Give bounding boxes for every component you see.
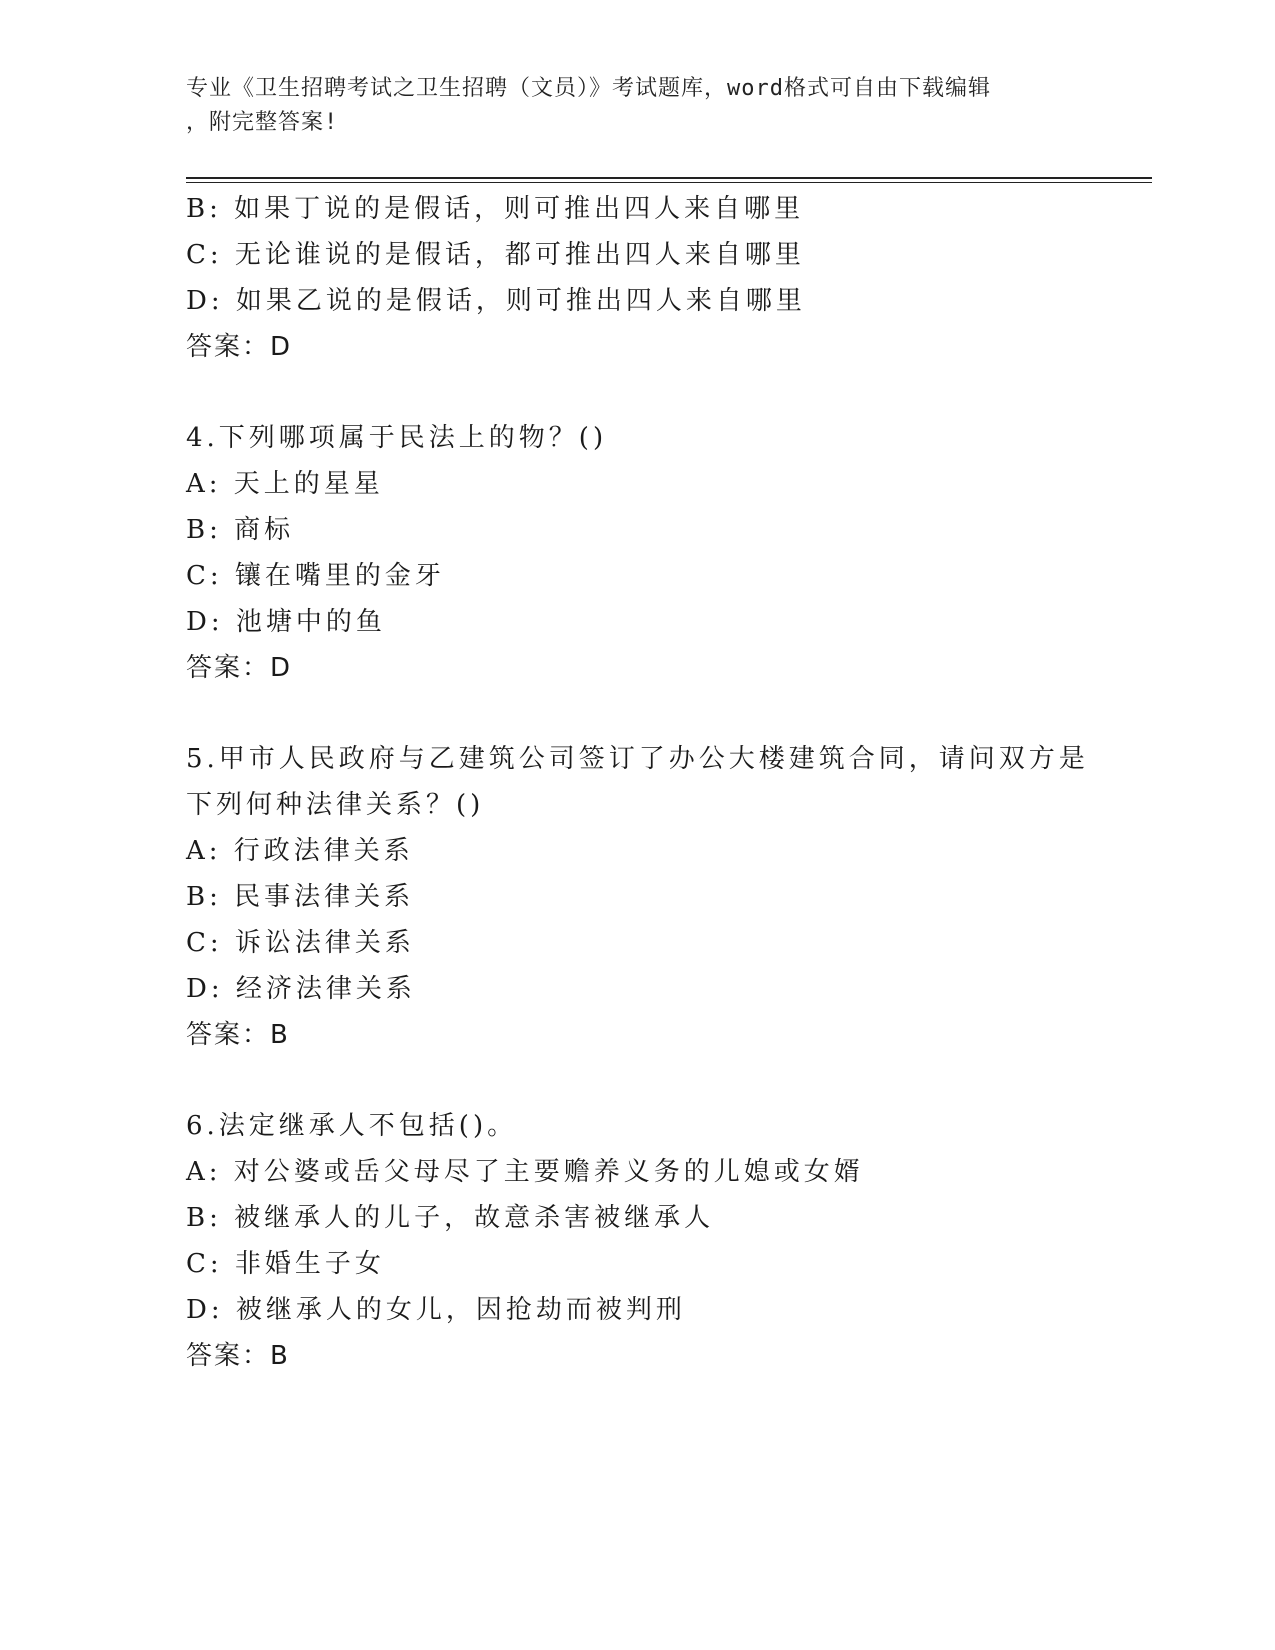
question-text-line-2: 下列何种法律关系？() xyxy=(186,790,485,820)
option-c: C: 无论谁说的是假话，都可推出四人来自哪里 xyxy=(186,240,805,270)
question-list xyxy=(186,186,1116,1379)
option-c: C: 诉讼法律关系 xyxy=(186,928,415,958)
answer-line: 答案：D xyxy=(186,332,293,362)
header-line-2: ，附完整答案! xyxy=(186,110,339,135)
answer-line: 答案：B xyxy=(186,1341,290,1371)
question-text: 4.下列哪项属于民法上的物？() xyxy=(186,423,608,453)
option-a: A: 天上的星星 xyxy=(186,469,384,499)
question-3-tail xyxy=(186,186,1116,370)
question-text: 6.法定继承人不包括()。 xyxy=(186,1111,518,1141)
answer-line: 答案：D xyxy=(186,653,293,683)
option-d: D: 被继承人的女儿，因抢劫而被判刑 xyxy=(186,1295,686,1325)
option-d: D: 池塘中的鱼 xyxy=(186,607,386,637)
option-b: B: 如果丁说的是假话，则可推出四人来自哪里 xyxy=(186,194,805,224)
question-6 xyxy=(186,1103,1116,1379)
document-header xyxy=(186,72,1066,140)
header-rule-thick xyxy=(186,177,1152,179)
option-b: B: 民事法律关系 xyxy=(186,882,415,912)
answer-line: 答案：B xyxy=(186,1020,290,1050)
option-b: B: 被继承人的儿子，故意杀害被继承人 xyxy=(186,1203,715,1233)
question-text-line-1: 5.甲市人民政府与乙建筑公司签订了办公大楼建筑合同，请问双方是 xyxy=(186,744,1089,774)
option-d: D: 经济法律关系 xyxy=(186,974,416,1004)
question-5 xyxy=(186,736,1116,1058)
header-line-1: 专业《卫生招聘考试之卫生招聘（文员）》考试题库，word格式可自由下载编辑 xyxy=(186,76,991,101)
option-b: B: 商标 xyxy=(186,515,295,545)
question-4 xyxy=(186,415,1116,691)
option-d: D: 如果乙说的是假话，则可推出四人来自哪里 xyxy=(186,286,806,316)
option-c: C: 镶在嘴里的金牙 xyxy=(186,561,445,591)
option-a: A: 对公婆或岳父母尽了主要赡养义务的儿媳或女婿 xyxy=(186,1157,864,1187)
option-a: A: 行政法律关系 xyxy=(186,836,414,866)
option-c: C: 非婚生子女 xyxy=(186,1249,385,1279)
header-rule-thin xyxy=(186,182,1152,183)
